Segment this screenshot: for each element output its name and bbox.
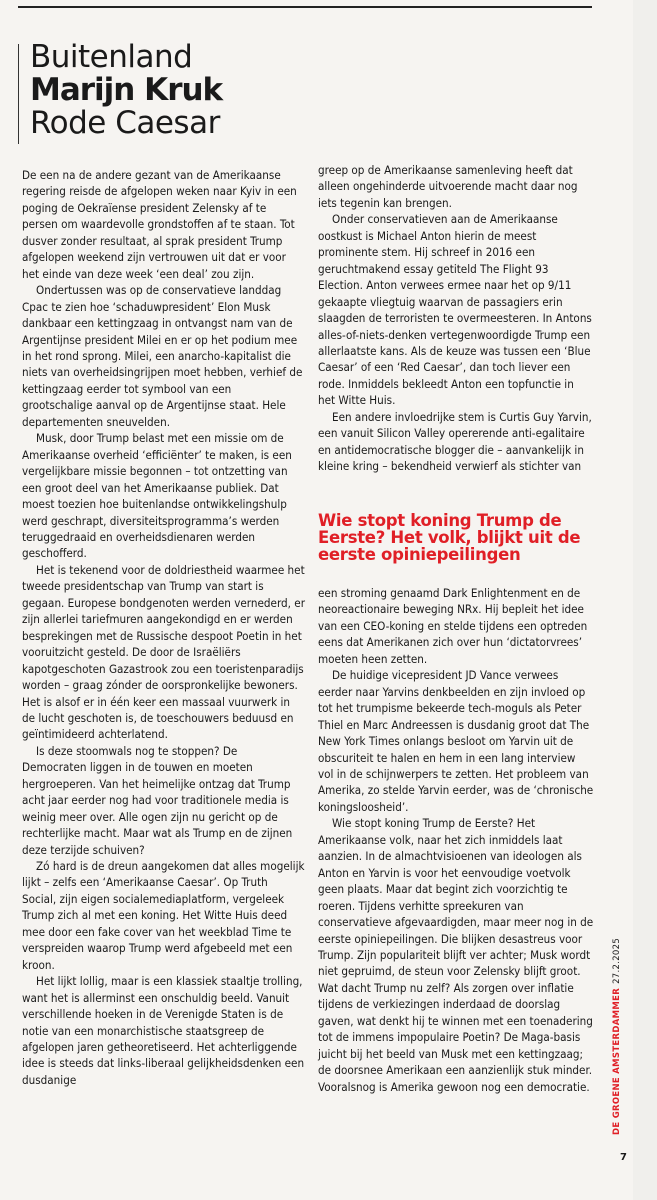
right-column-top [318,162,594,475]
issue-date: 27.2.2025 [612,937,622,984]
paragraph: Zó hard is de dreun aangekomen dat alles mogelijk lijkt – zelfs een ‘Amerikaanse Caesar’. Op Truth Social, zijn eigen socialemediaplatform, vergeleek Trump zich al met een koning. Het Witte Huis deed mee door een fake cover van het weekblad Time te verspreiden waarop Trump werd afgebeeld met een kroon. [22,859,305,972]
page-edge [633,0,657,1200]
article-header [30,39,223,141]
paragraph: Een andere invloedrijke stem is Curtis Guy Yarvin, een vanuit Silicon Valley opererende anti-egalitaire en antidemocratische blogger die – aanvankelijk in kleine kring – bekendheid verwierf als stichter van [318,409,592,474]
page-number: 7 [620,1152,627,1163]
paragraph: Het lijkt lollig, maar is een klassiek staaltje trolling, want het is allerminst een onschuldig beeld. Vanuit verschillende hoeken in de Verenigde Staten is de notie van een monarchistische staatsgreep de afgelopen jaren getheoretiseerd. Het achterliggende idee is steeds dat links-liberaal gelijkheidsdenken een dusdanige [22,974,305,1087]
publication-name: DE GROENE AMSTERDAMMER [612,987,622,1135]
paragraph: Is deze stoomwals nog te stoppen? De Democraten liggen in de touwen en moeten hergroeperen. Van het heimelijke ontzag dat Trump acht jaar eerder nog had voor traditionele media is weinig meer over. Alle ogen zijn nu gericht op de rechterlijke macht. Maar wat als Trump en de zijnen deze terzijde schuiven? [22,743,293,857]
publication-footer [612,938,622,1135]
paragraph: greep op de Amerikaanse samenleving heeft dat alleen ongehinderde uitvoerende macht daar nog iets tegenin kan brengen. [318,163,578,210]
paragraph: Onder conservatieven aan de Amerikaanse oostkust is Michael Anton hierin de meest prominente stem. Hij schreef in 2016 een geruchtmakend essay getiteld The Flight 93 Election. Anton verwees ermee naar het op 9/11 gekaapte vliegtuig waarvan de passagiers erin slaagden de terroristen te overmeesteren. In Antons alles-of-niets-denken vertegenwoordigde Trump een allerlaatste kans. Als de keuze was tussen een ‘Blue Caesar’ of een ‘Red Caesar’, dan toch liever een rode. Inmiddels bekleedt Anton een topfunctie in het Witte Huis. [318,212,592,408]
section-label: Buitenland [30,39,193,75]
paragraph: Wie stopt koning Trump de Eerste? Het Amerikaanse volk, naar het zich inmiddels laat aanzien. In de almachtvisioenen van ideologen als Anton en Yarvin is voor het eenvoudige voetvolk geen plaats. Maar dat begint zich voorzichtig te roeren. Tijdens verhitte spreekuren van conservatieve afgevaardigden, maar meer nog in de eerste opiniepeilingen. Die blijken desastreus voor Trump. Zijn populariteit blijft ver achter; Musk wordt niet gepruimd, de steun voor Zelensky blijft groot. Wat dacht Trump nu zelf? Als zorgen over inflatie tijdens de verkiezingen inderdaad de doorslag gaven, wat denkt hij te winnen met een toenadering tot de immens impopulaire Poetin? De Maga-basis juicht bij het beeld van Musk met een kettingzaag; de doorsnee Amerikaan een aanzienlijk stuk minder. Vooralsnog is Amerika gewoon nog een democratie. [318,816,594,1094]
top-rule [18,6,592,8]
right-column-bottom [318,585,594,1095]
left-column [22,167,305,1088]
header-side-rule [18,44,19,144]
author-name: Marijn Kruk [30,72,223,108]
paragraph: een stroming genaamd Dark Enlightenment en de neoreactionaire beweging NRx. Hij bepleit het idee van een CEO-koning en stelde tijdens een optreden eens dat Amerikanen zich over hun ‘dictatorvrees’ moeten heen zetten. [318,586,588,666]
paragraph: Het is tekenend voor de doldriestheid waarmee het tweede presidentschap van Trump van start is gegaan. Europese bondgenoten werden vernederd, er zijn allerlei tariefmuren aangekondigd en er werden besprekingen met de Russische despoot Poetin in het vooruitzicht gesteld. De door de Israëliërs kapotgeschoten Gazastrook zou een toeristenparadijs worden – graag zónder de oorspronkelijke bewoners. Het is alsof er in één keer een massaal vuurwerk in de lucht geschoten is, de toeschouwers beduusd en geïntimideerd achterlatend. [22,562,305,742]
paragraph: Musk, door Trump belast met een missie om de Amerikaanse overheid ‘efficiënter’ te maken, is een vergelijkbare missie begonnen – tot ontzetting van een groot deel van het Amerikaanse publiek. Dat moest toezien hoe buitenlandse ontwikkelingshulp werd geschrapt, diversiteitsprogramma’s werden teruggedraaid en overheidsdienaren werden geschofferd. [22,431,292,561]
paragraph: De huidige vicepresident JD Vance verwees eerder naar Yarvins denkbeelden en zijn invloed op tot het trumpisme bekeerde tech-moguls als Peter Thiel en Marc Andreessen is dusdanig groot dat The New York Times onlangs besloot om Yarvin uit de obscuriteit te halen en hem in een lang interview vol in de schijnwerpers te zetten. Het probleem van Amerika, zo stelde Yarvin eerder, was de ‘chronische koningsloosheid’. [318,668,594,814]
paragraph: Ondertussen was op de conservatieve landdag Cpac te zien hoe ‘schaduwpresident’ Elon Musk dankbaar een kettingzaag in ontvangst nam van de Argentijnse president Milei en er op het podium mee in het rond sprong. Milei, een anarcho-kapitalist die niets van overheidsingrijpen moet hebben, verhief de kettingzaag eerder tot symbool van een grootschalige aanval op de Argentijnse staat. Hele departementen sneuvelden. [22,283,303,429]
pull-quote: Wie stopt koning Trump de Eerste? Het volk, blijkt uit de eerste opiniepeilingen [318,511,581,564]
paragraph: De een na de andere gezant van de Amerikaanse regering reisde de afgelopen weken naar Kyiv in een poging de Oekraïense president Zelensky af te persen om waardevolle grondstoffen af te staan. Tot dusver zonder resultaat, al sprak president Trump afgelopen weekend zijn vertrouwen uit dat er voor het einde van deze week ‘een deal’ zou zijn. [22,168,297,281]
article-title: Rode Caesar [30,105,220,141]
